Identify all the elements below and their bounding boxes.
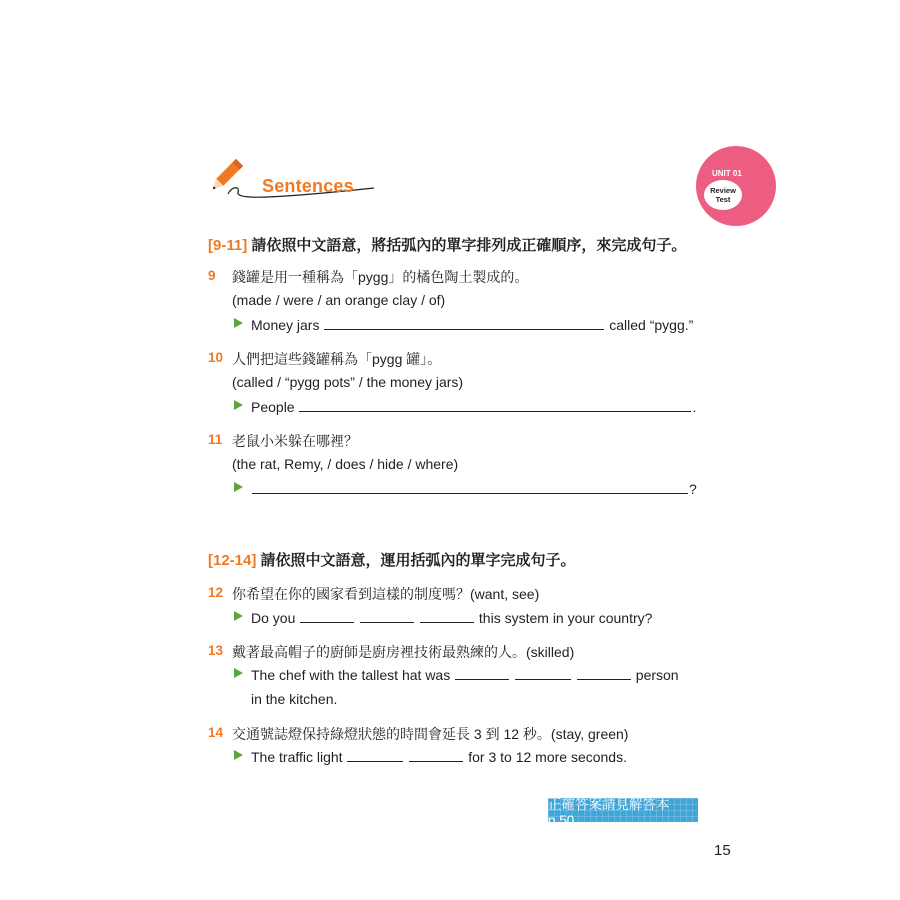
item-number: 10 bbox=[208, 350, 224, 365]
section1-instruction-text: 請依照中文語意，將括弧內的單字排列成正確順序，來完成句子。 bbox=[247, 237, 687, 254]
answer-line bbox=[251, 316, 693, 333]
item-chinese: 錢罐是用一種稱為「pygg」的橘色陶土製成的。 bbox=[232, 269, 529, 285]
answer-start: People bbox=[251, 399, 295, 415]
review-test-badge bbox=[704, 180, 742, 210]
page-number: 15 bbox=[714, 842, 731, 859]
item-chinese: 人們把這些錢罐稱為「pygg 罐」。 bbox=[232, 351, 442, 367]
answer-end: . bbox=[692, 399, 697, 415]
item-number: 13 bbox=[208, 643, 224, 658]
unit-label: UNIT 01 bbox=[712, 169, 742, 178]
item-word-bank: (made / were / an orange clay / of) bbox=[232, 292, 446, 308]
answer-end: this system in your country? bbox=[478, 610, 653, 626]
answer-line bbox=[251, 609, 652, 626]
item-word-bank: (called / “pygg pots” / the money jars) bbox=[232, 374, 464, 390]
answer-line bbox=[251, 666, 679, 683]
answer-end: called “pygg.” bbox=[609, 317, 694, 333]
arrow-icon bbox=[234, 611, 243, 621]
item-number: 12 bbox=[208, 585, 224, 600]
section2-range: [12-14] bbox=[208, 552, 257, 569]
answer-key-note: 正確答案請見解答本 p.50 bbox=[548, 798, 698, 822]
section-title: Sentences bbox=[262, 176, 354, 196]
section1-instruction bbox=[208, 234, 686, 255]
badge-line-1: Review bbox=[710, 186, 736, 195]
answer-line bbox=[251, 398, 696, 415]
arrow-icon bbox=[234, 668, 243, 678]
item-chinese: 老鼠小米躲在哪裡？ bbox=[232, 433, 358, 449]
answer-start: The traffic light bbox=[251, 749, 343, 765]
answer-start: Money jars bbox=[251, 317, 320, 333]
answer-end: ? bbox=[689, 481, 697, 497]
answer-blank[interactable] bbox=[455, 666, 509, 680]
arrow-icon bbox=[234, 750, 243, 760]
answer-blank[interactable] bbox=[300, 609, 354, 623]
arrow-icon bbox=[234, 318, 243, 328]
answer-blank[interactable] bbox=[324, 316, 604, 330]
answer-start: The chef with the tallest hat was bbox=[251, 667, 451, 683]
answer-blank[interactable] bbox=[360, 609, 414, 623]
item-chinese: 你希望在你的國家看到這樣的制度嗎？(want, see) bbox=[232, 586, 540, 602]
answer-blank[interactable] bbox=[347, 748, 403, 762]
answer-line bbox=[251, 480, 697, 497]
answer-blank[interactable] bbox=[515, 666, 571, 680]
answer-line bbox=[251, 748, 627, 765]
badge-line-2: Test bbox=[715, 195, 731, 204]
section2-instruction bbox=[208, 549, 576, 570]
answer-blank[interactable] bbox=[577, 666, 631, 680]
arrow-icon bbox=[234, 482, 243, 492]
answer-blank[interactable] bbox=[409, 748, 463, 762]
answer-blank[interactable] bbox=[299, 398, 691, 412]
item-number: 14 bbox=[208, 725, 224, 740]
answer-blank[interactable] bbox=[420, 609, 474, 623]
section1-range: [9-11] bbox=[208, 237, 248, 254]
item-chinese: 交通號誌燈保持綠燈狀態的時間會延長 3 到 12 秒。(stay, green) bbox=[232, 726, 629, 742]
item-word-bank: (the rat, Remy, / does / hide / where) bbox=[232, 456, 459, 472]
answer-end: person bbox=[635, 667, 679, 683]
answer-start: Do you bbox=[251, 610, 296, 626]
section2-instruction-text: 請依照中文語意，運用括弧內的單字完成句子。 bbox=[256, 552, 576, 569]
arrow-icon bbox=[234, 400, 243, 410]
answer-blank[interactable] bbox=[252, 480, 688, 494]
item-number: 9 bbox=[208, 268, 216, 283]
item-number: 11 bbox=[208, 432, 223, 447]
answer-end: for 3 to 12 more seconds. bbox=[468, 749, 627, 765]
answer-line-continued: in the kitchen. bbox=[251, 691, 338, 707]
item-chinese: 戴著最高帽子的廚師是廚房裡技術最熟練的人。(skilled) bbox=[232, 644, 575, 660]
